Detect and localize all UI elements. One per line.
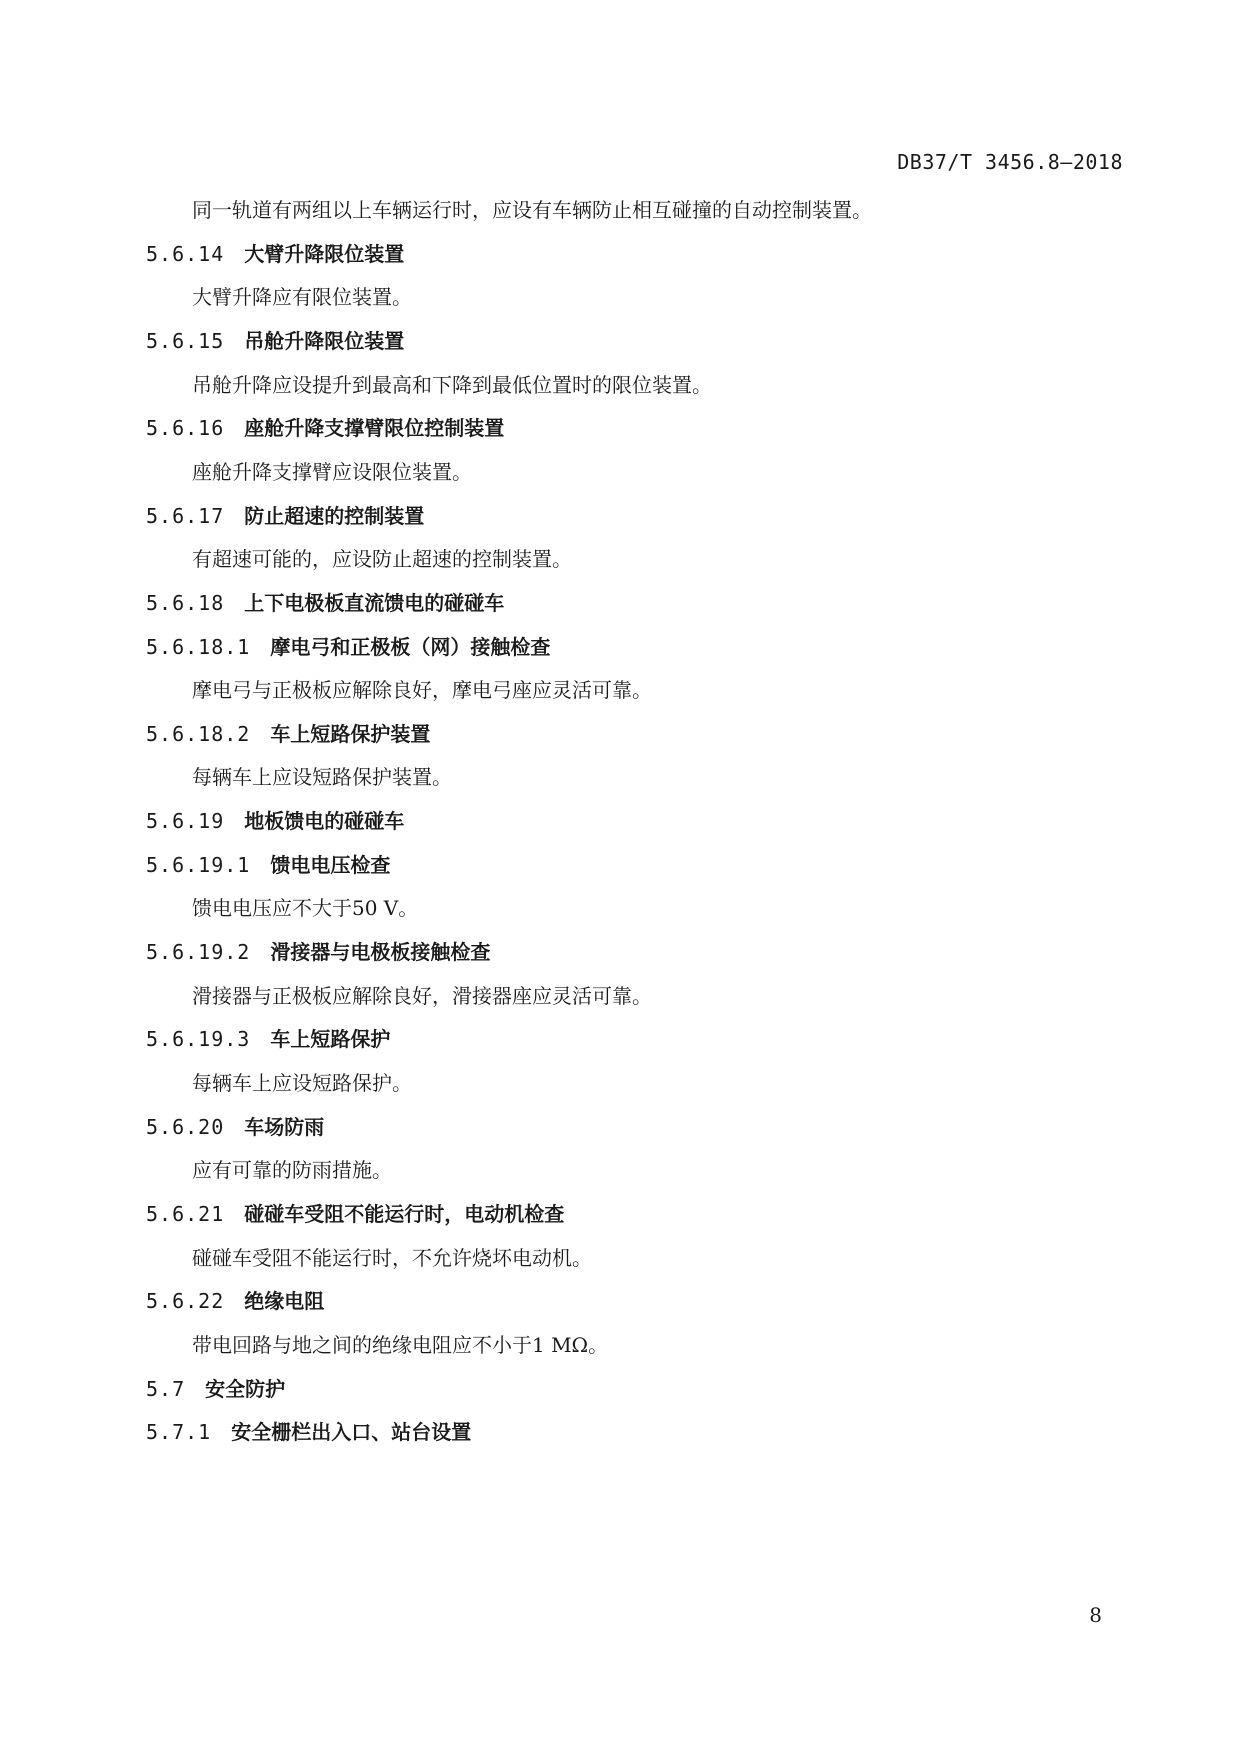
section-number: 5.6.19 bbox=[146, 809, 225, 834]
section-title: 防止超速的控制装置 bbox=[244, 503, 425, 528]
section-heading bbox=[146, 502, 424, 530]
section-heading bbox=[146, 1287, 324, 1315]
section-heading bbox=[146, 1113, 324, 1141]
section-title: 车上短路保护装置 bbox=[270, 721, 431, 746]
section-title: 车场防雨 bbox=[244, 1114, 325, 1139]
section-heading bbox=[146, 327, 404, 355]
section-number: 5.6.18.1 bbox=[146, 634, 251, 659]
body-paragraph: 摩电弓与正极板应解除良好，摩电弓座应灵活可靠。 bbox=[192, 678, 652, 703]
section-heading bbox=[146, 938, 490, 966]
body-paragraph: 同一轨道有两组以上车辆运行时，应设有车辆防止相互碰撞的自动控制装置。 bbox=[192, 198, 872, 222]
section-title: 碰碰车受阻不能运行时，电动机检查 bbox=[244, 1201, 565, 1226]
section-title: 绝缘电阻 bbox=[244, 1289, 325, 1314]
section-number: 5.6.15 bbox=[146, 328, 225, 353]
section-heading bbox=[146, 1200, 564, 1228]
section-title: 吊舱升降限位装置 bbox=[244, 328, 405, 353]
section-heading bbox=[146, 1025, 390, 1053]
section-title: 滑接器与电极板接触检查 bbox=[270, 940, 491, 965]
section-title: 车上短路保护 bbox=[270, 1027, 391, 1052]
section-heading bbox=[146, 1418, 471, 1446]
section-heading bbox=[146, 720, 430, 748]
body-paragraph: 有超速可能的，应设防止超速的控制装置。 bbox=[192, 547, 572, 572]
section-heading bbox=[146, 589, 504, 617]
body-paragraph: 碰碰车受阻不能运行时，不允许烧坏电动机。 bbox=[192, 1245, 592, 1270]
section-heading bbox=[146, 807, 404, 835]
document-code: DB37/T 3456.8—2018 bbox=[897, 150, 1123, 174]
section-title: 座舱升降支撑臂限位控制装置 bbox=[244, 416, 505, 441]
section-heading bbox=[146, 414, 504, 442]
section-number: 5.6.19.1 bbox=[146, 852, 251, 877]
section-title: 安全防护 bbox=[205, 1376, 286, 1401]
body-paragraph: 带电回路与地之间的绝缘电阻应不小于1 MΩ。 bbox=[192, 1332, 609, 1357]
section-number: 5.7.1 bbox=[146, 1420, 212, 1445]
body-paragraph: 应有可靠的防雨措施。 bbox=[192, 1158, 392, 1183]
body-paragraph: 每辆车上应设短路保护装置。 bbox=[192, 765, 452, 790]
section-heading bbox=[146, 851, 390, 879]
page-number: 8 bbox=[1089, 1603, 1102, 1627]
body-paragraph: 大臂升降应有限位装置。 bbox=[192, 285, 412, 310]
section-title: 摩电弓和正极板（网）接触检查 bbox=[270, 634, 551, 659]
section-number: 5.7 bbox=[146, 1376, 186, 1401]
section-number: 5.6.19.2 bbox=[146, 940, 251, 965]
section-title: 馈电电压检查 bbox=[270, 852, 391, 877]
section-number: 5.6.18.2 bbox=[146, 721, 251, 746]
section-number: 5.6.17 bbox=[146, 503, 225, 528]
body-paragraph: 滑接器与正极板应解除良好，滑接器座应灵活可靠。 bbox=[192, 983, 652, 1008]
body-paragraph: 每辆车上应设短路保护。 bbox=[192, 1071, 412, 1095]
body-paragraph: 馈电电压应不大于50 V。 bbox=[192, 896, 419, 921]
section-number: 5.6.18 bbox=[146, 590, 225, 615]
section-title: 地板馈电的碰碰车 bbox=[244, 809, 405, 834]
section-heading bbox=[146, 633, 550, 661]
section-number: 5.6.21 bbox=[146, 1201, 225, 1226]
section-number: 5.6.20 bbox=[146, 1114, 225, 1139]
section-number: 5.6.16 bbox=[146, 416, 225, 441]
section-title: 大臂升降限位装置 bbox=[244, 241, 405, 266]
body-paragraph: 座舱升降支撑臂应设限位装置。 bbox=[192, 459, 472, 484]
section-heading bbox=[146, 1375, 285, 1403]
section-title: 安全栅栏出入口、站台设置 bbox=[231, 1420, 472, 1445]
section-title: 上下电极板直流馈电的碰碰车 bbox=[244, 590, 505, 615]
section-heading bbox=[146, 240, 404, 268]
section-number: 5.6.19.3 bbox=[146, 1027, 251, 1052]
body-paragraph: 吊舱升降应设提升到最高和下降到最低位置时的限位装置。 bbox=[192, 372, 712, 397]
section-number: 5.6.14 bbox=[146, 241, 225, 266]
section-number: 5.6.22 bbox=[146, 1289, 225, 1314]
